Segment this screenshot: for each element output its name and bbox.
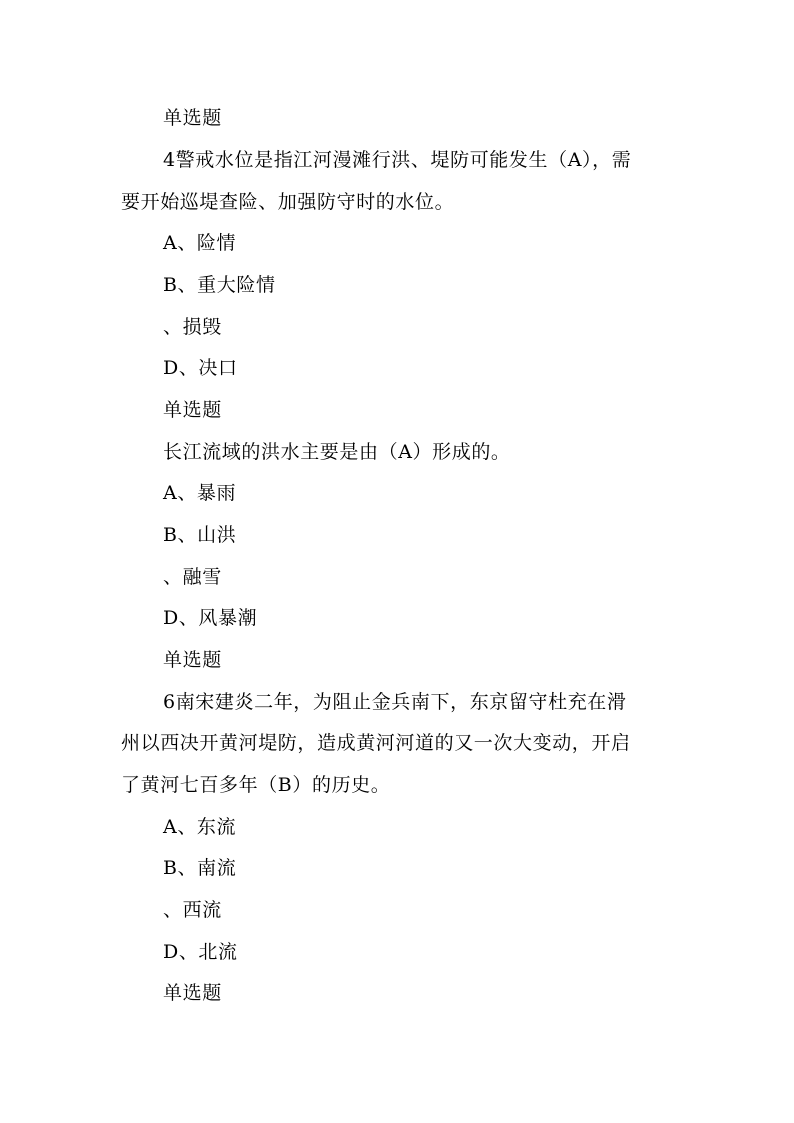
- question-text: 要开始巡堤查险、加强防守时的水位。: [121, 191, 455, 213]
- answer-option: 、融雪: [163, 566, 222, 588]
- question-text: 6南宋建炎二年，为阻止金兵南下，东京留守杜充在滑: [163, 691, 627, 713]
- answer-option: A、东流: [163, 816, 237, 838]
- answer-option: 、西流: [163, 899, 222, 921]
- question-text: 州以西决开黄河堤防，造成黄河河道的又一次大变动，开启: [121, 732, 631, 754]
- answer-option: D、北流: [163, 941, 238, 963]
- answer-option: D、风暴潮: [163, 607, 258, 629]
- section-heading: 单选题: [163, 107, 222, 129]
- answer-option: 、损毁: [163, 316, 222, 338]
- section-heading: 单选题: [163, 399, 222, 421]
- answer-option: D、决口: [163, 357, 238, 379]
- answer-option: B、山洪: [163, 524, 237, 546]
- answer-option: A、险情: [163, 232, 237, 254]
- section-heading: 单选题: [163, 649, 222, 671]
- answer-option: B、重大险情: [163, 274, 276, 296]
- answer-option: B、南流: [163, 857, 237, 879]
- question-text: 4警戒水位是指江河漫滩行洪、堤防可能发生（A），需: [163, 149, 632, 171]
- question-text: 长江流域的洪水主要是由（A）形成的。: [163, 441, 511, 463]
- section-heading: 单选题: [163, 982, 222, 1004]
- question-text: 了黄河七百多年（B）的历史。: [121, 774, 391, 796]
- answer-option: A、暴雨: [163, 482, 237, 504]
